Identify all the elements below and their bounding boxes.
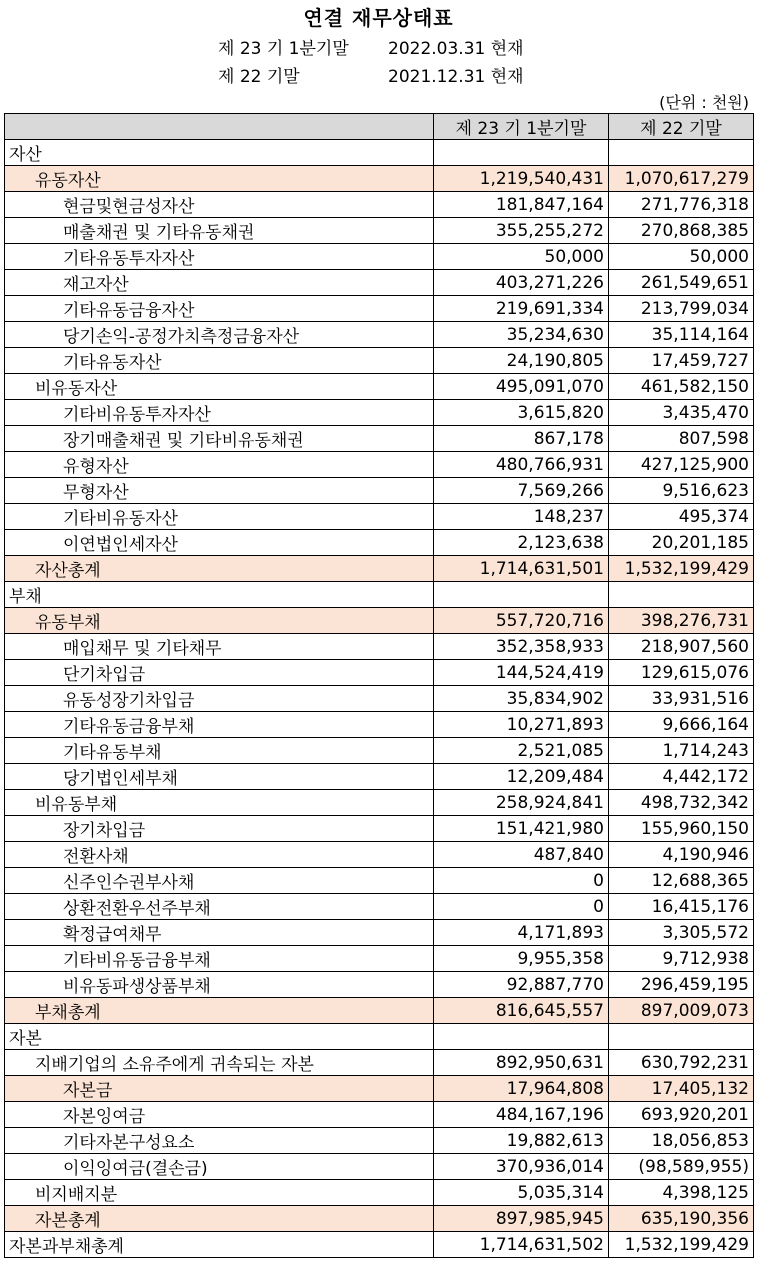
- account-label: 당기법인세부채: [5, 764, 434, 790]
- previous-period-value: 17,459,727: [609, 348, 754, 374]
- previous-period-value: 1,532,199,429: [609, 556, 754, 582]
- table-row: [5, 166, 754, 192]
- statement-title: 연결 재무상태표: [303, 6, 454, 30]
- previous-period-value: 398,276,731: [609, 608, 754, 634]
- account-label: 장기차입금: [5, 816, 434, 842]
- previous-period-value: 12,688,365: [609, 868, 754, 894]
- period-current-date: 2022.03.31 현재: [388, 39, 524, 59]
- account-label: 유동부채: [5, 608, 434, 634]
- table-row: [5, 582, 754, 608]
- previous-period-value: 155,960,150: [609, 816, 754, 842]
- balance-sheet-table: [4, 113, 754, 1258]
- previous-period-value: 4,398,125: [609, 1180, 754, 1206]
- period-previous-date: 2021.12.31 현재: [388, 67, 524, 87]
- previous-period-value: 807,598: [609, 426, 754, 452]
- table-row: [5, 686, 754, 712]
- account-label: 유형자산: [5, 452, 434, 478]
- table-row: [5, 426, 754, 452]
- table-row: [5, 1232, 754, 1258]
- previous-period-value: 897,009,073: [609, 998, 754, 1024]
- header-previous-period: 제 22 기말: [609, 114, 754, 140]
- account-label: 기타유동부채: [5, 738, 434, 764]
- previous-period-value: 3,305,572: [609, 920, 754, 946]
- period-current: [218, 34, 524, 59]
- current-period-value: 487,840: [434, 842, 609, 868]
- current-period-value: 495,091,070: [434, 374, 609, 400]
- account-label: 기타유동자산: [5, 348, 434, 374]
- table-row: [5, 816, 754, 842]
- table-row: [5, 790, 754, 816]
- previous-period-value: 9,516,623: [609, 478, 754, 504]
- previous-period-value: 296,459,195: [609, 972, 754, 998]
- table-header-row: [5, 114, 754, 140]
- table-row: [5, 842, 754, 868]
- account-label: 확정급여채무: [5, 920, 434, 946]
- table-row: [5, 348, 754, 374]
- table-row: [5, 972, 754, 998]
- current-period-value: 148,237: [434, 504, 609, 530]
- account-label: 자산: [5, 140, 434, 166]
- current-period-value: 3,615,820: [434, 400, 609, 426]
- current-period-value: 484,167,196: [434, 1102, 609, 1128]
- table-row: [5, 634, 754, 660]
- account-label: 기타비유동금융부채: [5, 946, 434, 972]
- previous-period-value: [609, 1024, 754, 1050]
- account-label: 유동성장기차입금: [5, 686, 434, 712]
- period-previous: [218, 62, 524, 87]
- table-row: [5, 1076, 754, 1102]
- account-label: 기타유동투자자산: [5, 244, 434, 270]
- previous-period-value: 4,442,172: [609, 764, 754, 790]
- table-row: [5, 946, 754, 972]
- current-period-value: 5,035,314: [434, 1180, 609, 1206]
- previous-period-value: 1,714,243: [609, 738, 754, 764]
- table-row: [5, 1180, 754, 1206]
- current-period-value: 92,887,770: [434, 972, 609, 998]
- current-period-value: 480,766,931: [434, 452, 609, 478]
- account-label: 지배기업의 소유주에게 귀속되는 자본: [5, 1050, 434, 1076]
- period-previous-label: 제 22 기말: [218, 67, 300, 87]
- previous-period-value: 270,868,385: [609, 218, 754, 244]
- statement-header: [0, 0, 757, 112]
- account-label: 당기손익-공정가치측정금융자산: [5, 322, 434, 348]
- current-period-value: 181,847,164: [434, 192, 609, 218]
- previous-period-value: 461,582,150: [609, 374, 754, 400]
- account-label: 비지배지분: [5, 1180, 434, 1206]
- account-label: 자본잉여금: [5, 1102, 434, 1128]
- account-label: 자본총계: [5, 1206, 434, 1232]
- account-label: 비유동자산: [5, 374, 434, 400]
- table-row: [5, 660, 754, 686]
- current-period-value: 35,234,630: [434, 322, 609, 348]
- table-row: [5, 1206, 754, 1232]
- current-period-value: 9,955,358: [434, 946, 609, 972]
- account-label: 무형자산: [5, 478, 434, 504]
- account-label: 자본과부채총계: [5, 1232, 434, 1258]
- current-period-value: 7,569,266: [434, 478, 609, 504]
- current-period-value: 258,924,841: [434, 790, 609, 816]
- table-row: [5, 1154, 754, 1180]
- current-period-value: 2,123,638: [434, 530, 609, 556]
- table-row: [5, 608, 754, 634]
- table-row: [5, 1128, 754, 1154]
- table-row: [5, 1050, 754, 1076]
- current-period-value: 0: [434, 894, 609, 920]
- account-label: 단기차입금: [5, 660, 434, 686]
- account-label: 장기매출채권 및 기타비유동채권: [5, 426, 434, 452]
- table-row: [5, 738, 754, 764]
- table-row: [5, 894, 754, 920]
- unit-label: (단위 : 천원): [659, 93, 749, 112]
- current-period-value: 557,720,716: [434, 608, 609, 634]
- previous-period-value: 9,712,938: [609, 946, 754, 972]
- account-label: 현금및현금성자산: [5, 192, 434, 218]
- previous-period-value: 18,056,853: [609, 1128, 754, 1154]
- current-period-value: 4,171,893: [434, 920, 609, 946]
- account-label: 비유동부채: [5, 790, 434, 816]
- previous-period-value: (98,589,955): [609, 1154, 754, 1180]
- table-row: [5, 478, 754, 504]
- current-period-value: 144,524,419: [434, 660, 609, 686]
- table-row: [5, 244, 754, 270]
- previous-period-value: 1,532,199,429: [609, 1232, 754, 1258]
- previous-period-value: 1,070,617,279: [609, 166, 754, 192]
- previous-period-value: 20,201,185: [609, 530, 754, 556]
- current-period-value: 17,964,808: [434, 1076, 609, 1102]
- current-period-value: 370,936,014: [434, 1154, 609, 1180]
- account-label: 유동자산: [5, 166, 434, 192]
- current-period-value: 35,834,902: [434, 686, 609, 712]
- current-period-value: 1,714,631,502: [434, 1232, 609, 1258]
- period-current-label: 제 23 기 1분기말: [218, 39, 349, 59]
- current-period-value: 892,950,631: [434, 1050, 609, 1076]
- current-period-value: [434, 582, 609, 608]
- previous-period-value: 4,190,946: [609, 842, 754, 868]
- previous-period-value: 17,405,132: [609, 1076, 754, 1102]
- account-label: 상환전환우선주부채: [5, 894, 434, 920]
- account-label: 자본금: [5, 1076, 434, 1102]
- header-account: [5, 114, 434, 140]
- current-period-value: [434, 1024, 609, 1050]
- previous-period-value: 693,920,201: [609, 1102, 754, 1128]
- current-period-value: [434, 140, 609, 166]
- previous-period-value: 635,190,356: [609, 1206, 754, 1232]
- table-row: [5, 920, 754, 946]
- table-row: [5, 998, 754, 1024]
- previous-period-value: 35,114,164: [609, 322, 754, 348]
- previous-period-value: 271,776,318: [609, 192, 754, 218]
- current-period-value: 352,358,933: [434, 634, 609, 660]
- previous-period-value: [609, 582, 754, 608]
- account-label: 매입채무 및 기타채무: [5, 634, 434, 660]
- current-period-value: 151,421,980: [434, 816, 609, 842]
- account-label: 기타유동금융자산: [5, 296, 434, 322]
- account-label: 이익잉여금(결손금): [5, 1154, 434, 1180]
- current-period-value: 19,882,613: [434, 1128, 609, 1154]
- previous-period-value: 630,792,231: [609, 1050, 754, 1076]
- previous-period-value: 495,374: [609, 504, 754, 530]
- current-period-value: 897,985,945: [434, 1206, 609, 1232]
- previous-period-value: [609, 140, 754, 166]
- account-label: 기타유동금융부채: [5, 712, 434, 738]
- previous-period-value: 261,549,651: [609, 270, 754, 296]
- previous-period-value: 3,435,470: [609, 400, 754, 426]
- previous-period-value: 16,415,176: [609, 894, 754, 920]
- current-period-value: 0: [434, 868, 609, 894]
- table-row: [5, 1024, 754, 1050]
- table-row: [5, 192, 754, 218]
- table-row: [5, 712, 754, 738]
- table-body: [5, 140, 754, 1258]
- table-row: [5, 764, 754, 790]
- current-period-value: 2,521,085: [434, 738, 609, 764]
- current-period-value: 403,271,226: [434, 270, 609, 296]
- previous-period-value: 9,666,164: [609, 712, 754, 738]
- previous-period-value: 129,615,076: [609, 660, 754, 686]
- table-row: [5, 868, 754, 894]
- current-period-value: 816,645,557: [434, 998, 609, 1024]
- header-current-period: 제 23 기 1분기말: [434, 114, 609, 140]
- account-label: 자산총계: [5, 556, 434, 582]
- previous-period-value: 218,907,560: [609, 634, 754, 660]
- account-label: 기타비유동투자자산: [5, 400, 434, 426]
- account-label: 기타자본구성요소: [5, 1128, 434, 1154]
- table-row: [5, 1102, 754, 1128]
- table-row: [5, 556, 754, 582]
- table-row: [5, 322, 754, 348]
- current-period-value: 10,271,893: [434, 712, 609, 738]
- account-label: 부채총계: [5, 998, 434, 1024]
- current-period-value: 1,219,540,431: [434, 166, 609, 192]
- current-period-value: 355,255,272: [434, 218, 609, 244]
- table-row: [5, 530, 754, 556]
- account-label: 전환사채: [5, 842, 434, 868]
- previous-period-value: 33,931,516: [609, 686, 754, 712]
- account-label: 비유동파생상품부채: [5, 972, 434, 998]
- previous-period-value: 213,799,034: [609, 296, 754, 322]
- account-label: 이연법인세자산: [5, 530, 434, 556]
- previous-period-value: 498,732,342: [609, 790, 754, 816]
- table-row: [5, 296, 754, 322]
- previous-period-value: 427,125,900: [609, 452, 754, 478]
- current-period-value: 50,000: [434, 244, 609, 270]
- current-period-value: 867,178: [434, 426, 609, 452]
- table-row: [5, 400, 754, 426]
- account-label: 신주인수권부사채: [5, 868, 434, 894]
- table-row: [5, 452, 754, 478]
- table-row: [5, 374, 754, 400]
- table-row: [5, 140, 754, 166]
- table-row: [5, 504, 754, 530]
- current-period-value: 24,190,805: [434, 348, 609, 374]
- current-period-value: 1,714,631,501: [434, 556, 609, 582]
- table-row: [5, 270, 754, 296]
- current-period-value: 219,691,334: [434, 296, 609, 322]
- account-label: 재고자산: [5, 270, 434, 296]
- previous-period-value: 50,000: [609, 244, 754, 270]
- account-label: 기타비유동자산: [5, 504, 434, 530]
- account-label: 자본: [5, 1024, 434, 1050]
- account-label: 매출채권 및 기타유동채권: [5, 218, 434, 244]
- account-label: 부채: [5, 582, 434, 608]
- current-period-value: 12,209,484: [434, 764, 609, 790]
- table-row: [5, 218, 754, 244]
